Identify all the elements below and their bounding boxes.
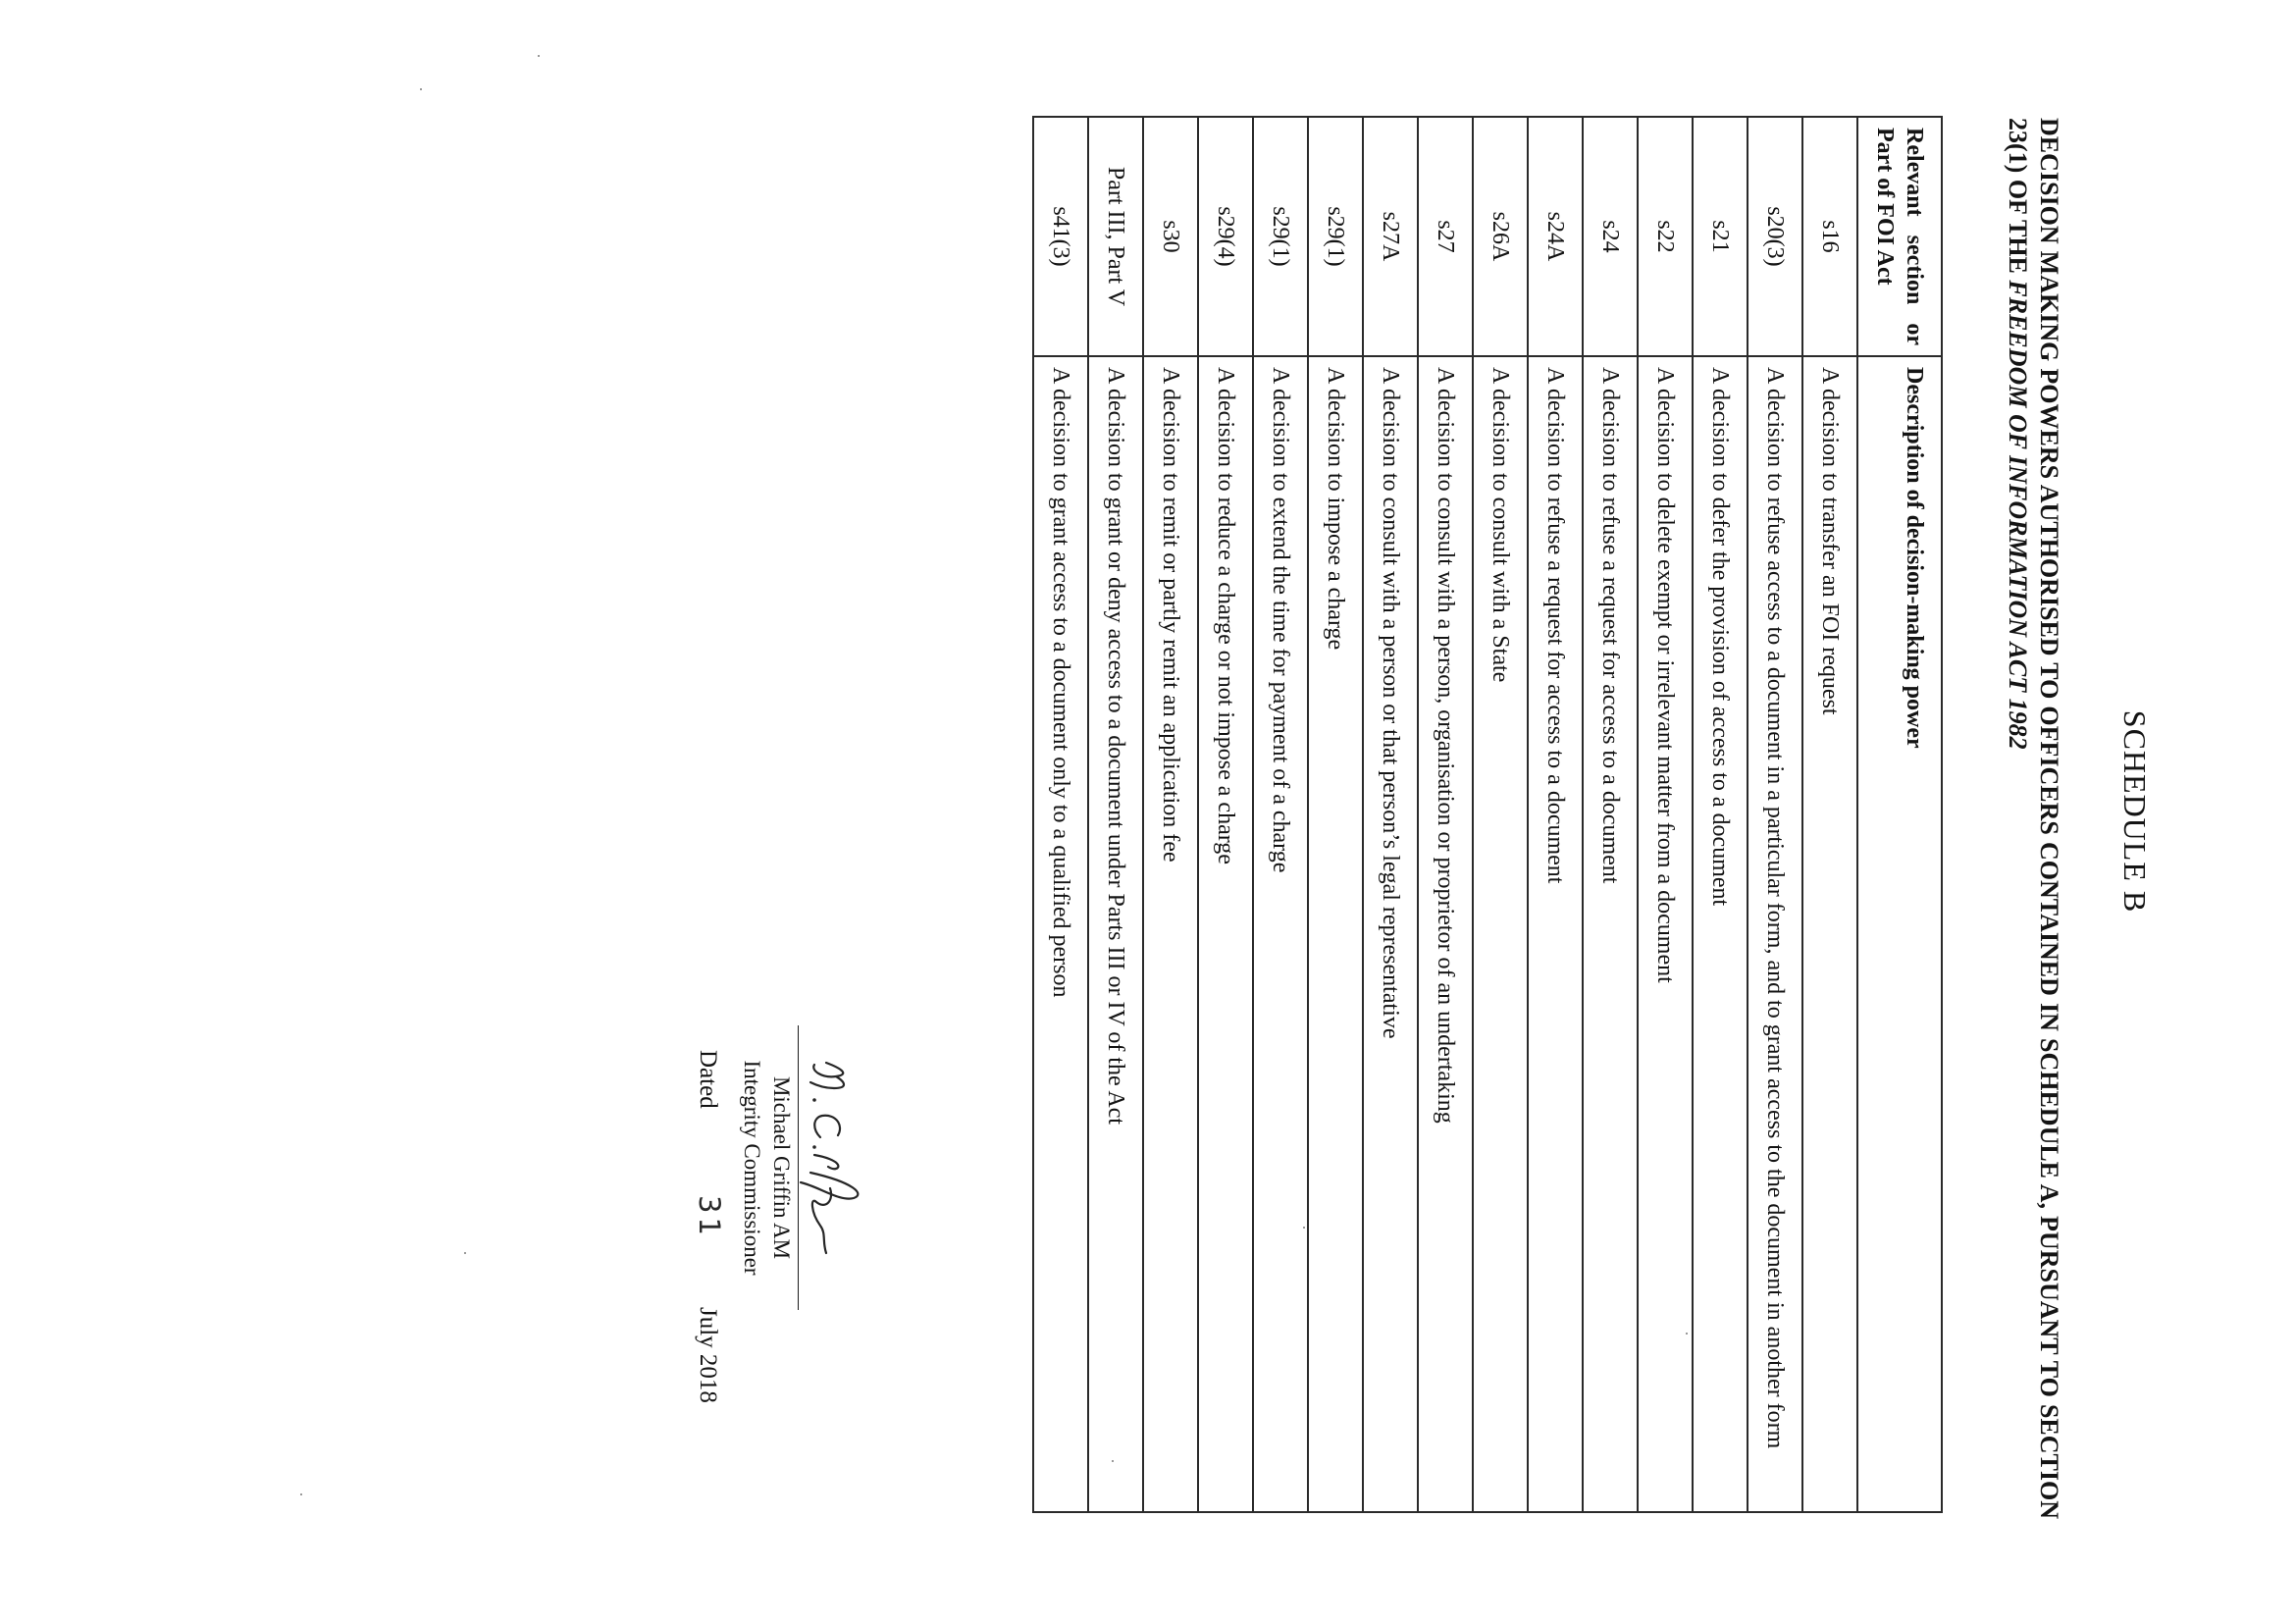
description-cell: A decision to reduce a charge or not impose a charge	[1198, 356, 1253, 1512]
section-cell: s30	[1143, 117, 1198, 356]
section-cell: Part III, Part V	[1088, 117, 1143, 356]
description-cell: A decision to impose a charge	[1308, 356, 1363, 1512]
description-cell: A decision to transfer an FOI request	[1802, 356, 1857, 1512]
description-cell: A decision to consult with a person or that person’s legal representative	[1363, 356, 1418, 1512]
heading-text: DECISION MAKING POWERS AUTHORISED TO OFFICERS CONTAINED IN SCHEDULE A, PURSUANT TO SECTION 23(1) OF THE	[2004, 118, 2063, 1519]
scan-speck	[300, 1493, 302, 1495]
document-heading	[2002, 118, 2064, 1519]
description-cell: A decision to grant or deny access to a document under Parts III or IV of the Act	[1088, 356, 1143, 1512]
section-cell: s29(4)	[1198, 117, 1253, 356]
description-cell: A decision to extend the time for payment of a charge	[1253, 356, 1308, 1512]
table-row	[1143, 117, 1198, 1512]
signatory-name: Michael Griffin AM	[769, 1075, 794, 1260]
document-title: SCHEDULE B	[2117, 709, 2153, 914]
description-cell: A decision to consult with a State	[1473, 356, 1528, 1512]
section-cell: s24A	[1528, 117, 1583, 356]
table-row	[1088, 117, 1143, 1512]
decision-powers-table	[1032, 116, 1943, 1513]
section-cell: s26A	[1473, 117, 1528, 356]
section-cell: s16	[1802, 117, 1857, 356]
section-cell: s21	[1693, 117, 1748, 356]
table-row	[1253, 117, 1308, 1512]
heading-act-name: FREEDOM OF INFORMATION ACT 1982	[2004, 280, 2032, 750]
scan-speck	[1686, 1333, 1688, 1335]
section-cell: s27	[1418, 117, 1473, 356]
section-cell: s41(3)	[1033, 117, 1088, 356]
scan-speck	[420, 88, 422, 90]
section-cell: s24	[1583, 117, 1638, 356]
description-cell: A decision to remit or partly remit an application fee	[1143, 356, 1198, 1512]
dated-month-year: July 2018	[695, 1307, 721, 1403]
table-row	[1473, 117, 1528, 1512]
header-description: Description of decision-making power	[1857, 356, 1942, 1512]
section-cell: s27A	[1363, 117, 1418, 356]
table-row	[1583, 117, 1638, 1512]
table-row	[1033, 117, 1088, 1512]
table-row	[1198, 117, 1253, 1512]
description-cell: A decision to refuse a request for access to a document	[1583, 356, 1638, 1512]
table-row	[1693, 117, 1748, 1512]
description-cell: A decision to consult with a person, organisation or proprietor of an undertaking	[1418, 356, 1473, 1512]
scan-speck	[538, 55, 540, 57]
dated-label: Dated	[695, 1050, 721, 1109]
table-header-row	[1857, 117, 1942, 1512]
dated-day: 31	[693, 1195, 726, 1239]
description-cell: A decision to grant access to a document only to a qualified person	[1033, 356, 1088, 1512]
header-section: Relevant section or Part of FOI Act	[1857, 117, 1942, 356]
scan-speck	[464, 1252, 466, 1254]
table-row	[1802, 117, 1857, 1512]
description-cell: A decision to defer the provision of access to a document	[1693, 356, 1748, 1512]
table-row	[1748, 117, 1802, 1512]
table-row	[1638, 117, 1693, 1512]
description-cell: A decision to refuse access to a document in a particular form, and to grant access to the document in another form	[1748, 356, 1802, 1512]
section-cell: s22	[1638, 117, 1693, 356]
description-cell: A decision to refuse a request for access to a document	[1528, 356, 1583, 1512]
description-cell: A decision to delete exempt or irrelevant matter from a document	[1638, 356, 1693, 1512]
table-row	[1363, 117, 1418, 1512]
table-row	[1528, 117, 1583, 1512]
table-row	[1308, 117, 1363, 1512]
table-row	[1418, 117, 1473, 1512]
signature-line	[798, 1025, 799, 1310]
scan-speck	[1303, 1227, 1305, 1229]
signatory-title: Integrity Commissioner	[740, 1060, 764, 1276]
signature-block	[736, 1025, 883, 1310]
scan-speck	[1112, 1460, 1114, 1462]
section-cell: s29(1)	[1253, 117, 1308, 356]
dated-line	[682, 0, 726, 1623]
section-cell: s20(3)	[1748, 117, 1802, 356]
section-cell: s29(1)	[1308, 117, 1363, 356]
